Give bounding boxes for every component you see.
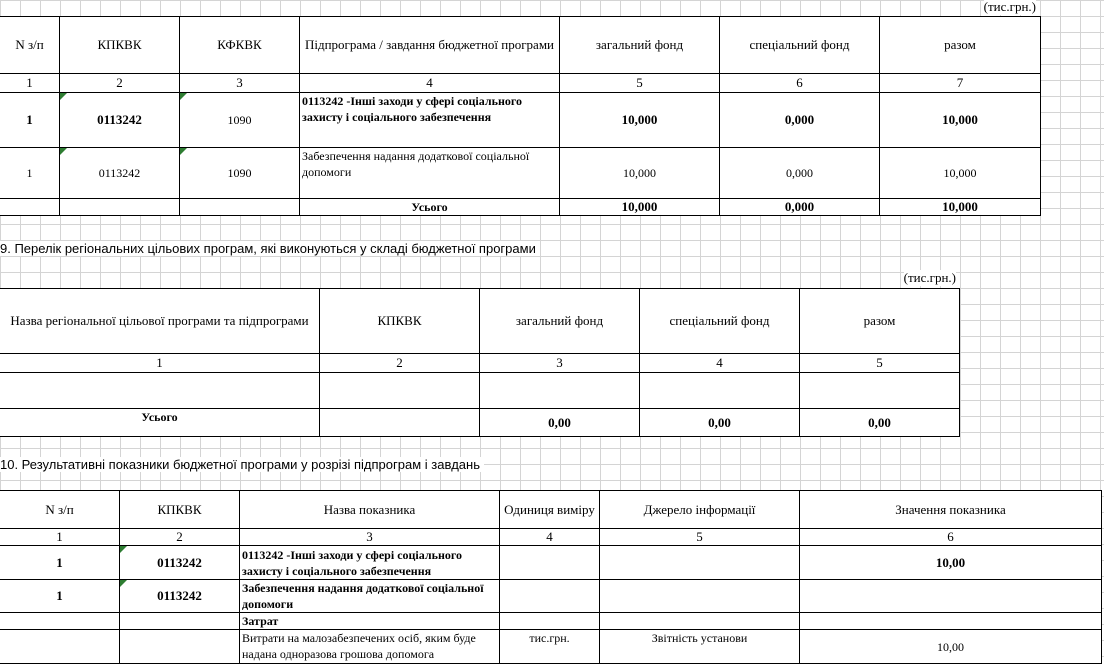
t8-row-kfkvk: 1090	[180, 148, 300, 199]
t8-row-special: 0,000	[720, 148, 880, 199]
t8-header-special-fund: спеціальний фонд	[720, 17, 880, 74]
empty-cell	[800, 580, 1102, 613]
t8-row-kpkvk: 0113242	[60, 148, 180, 199]
budget-subprogram-table	[0, 16, 1041, 216]
t9-header-total: разом	[800, 289, 960, 354]
t9-col-num: 1	[0, 354, 320, 373]
t9-number-row	[0, 354, 960, 373]
t10-indicator-unit: тис.грн.	[500, 630, 600, 664]
t10-indicator-value: 10,00	[800, 630, 1102, 664]
t9-total-total: 0,00	[800, 409, 960, 437]
t9-col-num: 5	[800, 354, 960, 373]
empty-cell	[600, 580, 800, 613]
t10-header-kpkvk: КПКВК	[120, 491, 240, 529]
t8-total-row	[0, 199, 1041, 216]
empty-cell	[180, 199, 300, 216]
t8-header-total: разом	[880, 17, 1041, 74]
t8-row-kfkvk: 1090	[180, 93, 300, 148]
t10-row-name: Забезпечення надання додаткової соціальної допомоги	[240, 580, 500, 613]
t10-row-kpkvk: 0113242	[120, 546, 240, 580]
t8-header-kfkvk: КФКВК	[180, 17, 300, 74]
t10-program-row	[0, 546, 1102, 580]
t8-row-kpkvk: 0113242	[60, 93, 180, 148]
t8-row-n: 1	[0, 148, 60, 199]
t10-header-n: N з/п	[0, 491, 120, 529]
empty-cell	[0, 199, 60, 216]
t10-indicator-source: Звітність установи	[600, 630, 800, 664]
t8-col-num: 7	[880, 74, 1041, 93]
t9-col-num: 3	[480, 354, 640, 373]
t10-section-label: Затрат	[240, 613, 500, 630]
t8-header-subprogram: Підпрограма / завдання бюджетної програми	[300, 17, 560, 74]
t9-header-general-fund: загальний фонд	[480, 289, 640, 354]
t8-total-total: 10,000	[880, 199, 1041, 216]
t9-unit-label: (тис.грн.)	[903, 270, 956, 285]
t8-row-general: 10,000	[560, 93, 720, 148]
t8-task-row	[0, 148, 1041, 199]
empty-cell	[800, 613, 1102, 630]
empty-cell	[120, 613, 240, 630]
empty-cell	[500, 580, 600, 613]
t10-number-row	[0, 529, 1102, 546]
section-9-title: 9. Перелік регіональних цільових програм, які виконуються у складі бюджетної програми	[0, 241, 540, 256]
t10-header-unit: Одиниця виміру	[500, 491, 600, 529]
t8-number-row	[0, 74, 1041, 93]
t9-header-special-fund: спеціальний фонд	[640, 289, 800, 354]
t10-row-n: 1	[0, 546, 120, 580]
t10-row-value: 10,00	[800, 546, 1102, 580]
empty-cell	[320, 373, 480, 409]
empty-cell	[320, 409, 480, 437]
t10-header-source: Джерело інформації	[600, 491, 800, 529]
t10-col-num: 5	[600, 529, 800, 546]
t8-total-special: 0,000	[720, 199, 880, 216]
t8-header-n: N з/п	[0, 17, 60, 74]
t8-row-name: Забезпечення надання додаткової соціальної допомоги	[300, 148, 560, 199]
t8-col-num: 3	[180, 74, 300, 93]
t9-header-row	[0, 289, 960, 354]
empty-cell	[600, 546, 800, 580]
empty-cell	[600, 613, 800, 630]
empty-cell	[500, 546, 600, 580]
t8-header-row	[0, 17, 1041, 74]
t8-unit-label: (тис.грн.)	[983, 0, 1036, 14]
empty-cell	[480, 373, 640, 409]
empty-cell	[0, 613, 120, 630]
t9-empty-row	[0, 373, 960, 409]
t10-header-row	[0, 491, 1102, 529]
t10-section-row	[0, 613, 1102, 630]
t10-indicator-name: Витрати на малозабезпечених осіб, яким буде надана одноразова грошова допомога	[240, 630, 500, 664]
t8-row-n: 1	[0, 93, 60, 148]
empty-cell	[60, 199, 180, 216]
t10-col-num: 2	[120, 529, 240, 546]
t9-col-num: 2	[320, 354, 480, 373]
t10-col-num: 4	[500, 529, 600, 546]
empty-cell	[120, 630, 240, 664]
t8-col-num: 4	[300, 74, 560, 93]
t8-row-total: 10,000	[880, 148, 1041, 199]
t10-indicator-row	[0, 630, 1102, 664]
t8-header-general-fund: загальний фонд	[560, 17, 720, 74]
t10-task-row	[0, 580, 1102, 613]
t8-col-num: 5	[560, 74, 720, 93]
t8-col-num: 2	[60, 74, 180, 93]
t8-row-general: 10,000	[560, 148, 720, 199]
t8-program-row	[0, 93, 1041, 148]
t9-total-special: 0,00	[640, 409, 800, 437]
t9-total-general: 0,00	[480, 409, 640, 437]
t8-header-kpkvk: КПКВК	[60, 17, 180, 74]
t8-total-general: 10,000	[560, 199, 720, 216]
t10-col-num: 6	[800, 529, 1102, 546]
section-10-title: 10. Результативні показники бюджетної програми у розрізі підпрограм і завдань	[0, 457, 484, 472]
empty-cell	[800, 373, 960, 409]
t10-row-name: 0113242 -Інші заходи у сфері соціального захисту і соціального забезпечення	[240, 546, 500, 580]
t9-header-name: Назва регіональної цільової програми та підпрограми	[0, 289, 320, 354]
t10-col-num: 3	[240, 529, 500, 546]
t9-header-kpkvk: КПКВК	[320, 289, 480, 354]
empty-cell	[0, 373, 320, 409]
t8-total-label: Усього	[300, 199, 560, 216]
t10-row-n: 1	[0, 580, 120, 613]
t8-row-name: 0113242 -Інші заходи у сфері соціального захисту і соціального забезпечення	[300, 93, 560, 148]
t8-row-special: 0,000	[720, 93, 880, 148]
t10-row-kpkvk: 0113242	[120, 580, 240, 613]
t9-total-label: Усього	[0, 409, 320, 437]
t9-total-row	[0, 409, 960, 437]
performance-indicators-table	[0, 490, 1102, 664]
t9-col-num: 4	[640, 354, 800, 373]
empty-cell	[500, 613, 600, 630]
t10-header-value: Значення показника	[800, 491, 1102, 529]
regional-programs-table	[0, 288, 960, 437]
t8-col-num: 6	[720, 74, 880, 93]
empty-cell	[640, 373, 800, 409]
empty-cell	[0, 630, 120, 664]
t8-col-num: 1	[0, 74, 60, 93]
t10-col-num: 1	[0, 529, 120, 546]
t8-row-total: 10,000	[880, 93, 1041, 148]
t10-header-indicator-name: Назва показника	[240, 491, 500, 529]
